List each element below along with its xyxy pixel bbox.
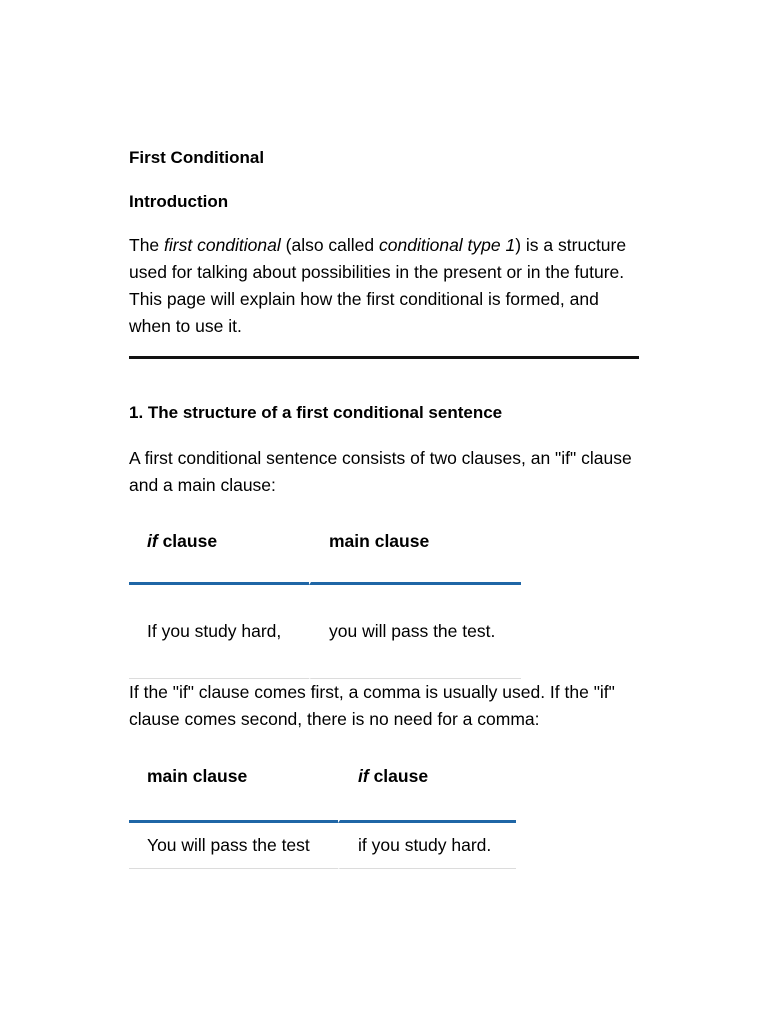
cell-if-clause: If you study hard, xyxy=(129,585,309,679)
horizontal-divider xyxy=(129,356,639,359)
introduction-heading: Introduction xyxy=(129,192,229,211)
page-title: First Conditional xyxy=(129,148,265,167)
cell-if-clause: if you study hard. xyxy=(338,823,516,869)
structure-table-main-first xyxy=(129,765,516,869)
header-if-label: clause xyxy=(157,531,218,551)
header-main-clause: main clause xyxy=(129,765,338,823)
cell-main-clause: You will pass the test xyxy=(129,823,338,869)
header-if-emphasis: if xyxy=(358,766,369,786)
table-header-row xyxy=(129,530,521,585)
header-if-label: clause xyxy=(368,766,429,786)
table-row xyxy=(129,823,516,869)
introduction-paragraph xyxy=(129,232,641,340)
intro-emphasis-conditional-type-1: conditional type 1 xyxy=(379,235,516,255)
table-row xyxy=(129,585,521,679)
section-1-paragraph: A first conditional sentence consists of two clauses, an "if" clause and a main clause: xyxy=(129,448,632,495)
cell-main-clause: you will pass the test. xyxy=(309,585,521,679)
structure-table-if-first xyxy=(129,530,521,679)
header-if-clause xyxy=(129,530,309,585)
section-1-heading: 1. The structure of a first conditional sentence xyxy=(129,403,503,422)
comma-rule-paragraph: If the "if" clause comes first, a comma is usually used. If the "if" clause comes second, there is no need for a comma: xyxy=(129,682,615,729)
intro-text-1: The xyxy=(129,235,165,255)
table-header-row xyxy=(129,765,516,823)
header-if-emphasis: if xyxy=(147,531,158,551)
header-main-clause: main clause xyxy=(309,530,521,585)
intro-text-3: ) is a structure used for talking about possibilities in the present or in the future. This page will explain how the first conditional is formed, and when to use it. xyxy=(129,235,627,336)
intro-text-2: (also called xyxy=(280,235,380,255)
header-if-clause xyxy=(338,765,516,823)
intro-emphasis-first-conditional: first conditional xyxy=(164,235,281,255)
